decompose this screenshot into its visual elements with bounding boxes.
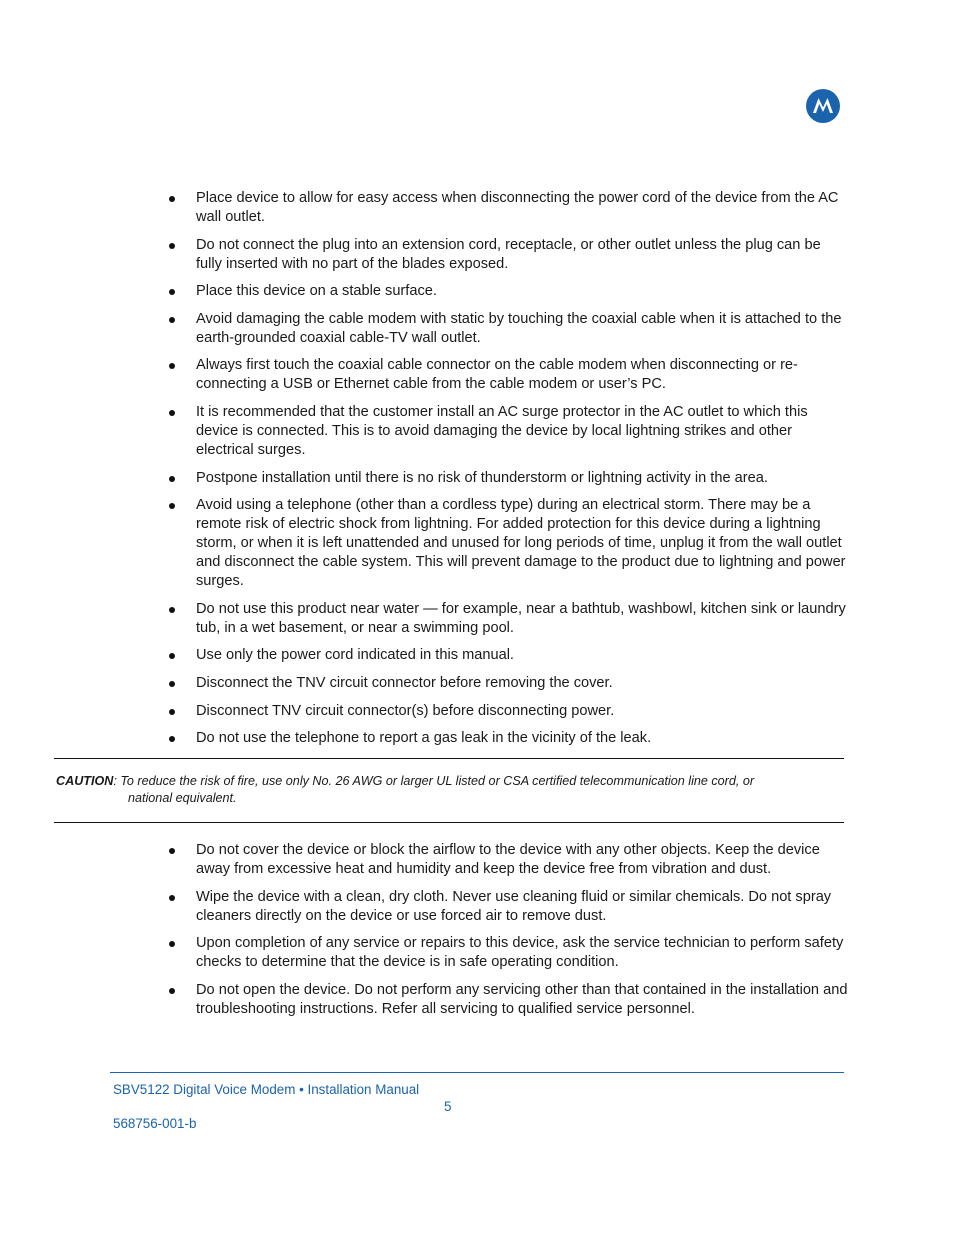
list-item-text: Do not use this product near water — for example, near a bathtub, washbowl, kitchen sink or laundry tub, in a wet basement, or near a swimming pool. — [196, 600, 846, 636]
caution-note — [56, 773, 846, 807]
footer-title: SBV5122 Digital Voice Modem • Installation Manual — [113, 1082, 420, 1097]
list-item-text: Avoid using a telephone (other than a cordless type) during an electrical storm. There may be a remote risk of electric shock from lightning. For added protection for this device during a lightning storm, or when it is left unattended and unused for long periods of time, unplug it from the wall outlet and disconnect the cable system. This will prevent damage to the product due to lightning and power surges. — [196, 497, 846, 590]
list-item-text: Disconnect TNV circuit connector(s) before disconnecting power. — [196, 702, 615, 719]
bullet-icon — [169, 363, 175, 369]
list-item — [166, 189, 850, 227]
list-item — [166, 934, 850, 972]
caution-bottom-rule — [54, 822, 844, 823]
safety-list-top — [166, 189, 850, 757]
bullet-icon — [169, 243, 175, 249]
list-item — [166, 496, 850, 591]
list-item — [166, 469, 850, 488]
caution-text: : To reduce the risk of fire, use only No. 26 AWG or larger UL listed or CSA certified telecommunication line cord, or — [113, 774, 755, 788]
list-item-text: Always first touch the coaxial cable connector on the cable modem when disconnecting or re-connecting a USB or Ethernet cable from the cable modem or user’s PC. — [196, 357, 798, 393]
list-item — [166, 674, 850, 693]
bullet-icon — [169, 410, 175, 416]
bullet-icon — [169, 709, 175, 715]
bullet-icon — [169, 317, 175, 323]
bullet-icon — [169, 289, 175, 295]
list-item — [166, 729, 850, 748]
bullet-icon — [169, 196, 175, 202]
list-item — [166, 646, 850, 665]
list-item — [166, 356, 850, 394]
list-item-text: Upon completion of any service or repairs to this device, ask the service technician to perform safety checks to determine that the device is in safe operating condition. — [196, 935, 844, 971]
bullet-icon — [169, 941, 175, 947]
list-item — [166, 236, 850, 274]
list-item-text: Do not connect the plug into an extension cord, receptacle, or other outlet unless the plug can be fully inserted with no part of the blades exposed. — [196, 236, 821, 272]
list-item — [166, 282, 850, 301]
motorola-logo — [806, 89, 840, 123]
list-item-text: Postpone installation until there is no risk of thunderstorm or lightning activity in the area. — [196, 469, 768, 486]
list-item — [166, 310, 850, 348]
bullet-icon — [169, 607, 175, 613]
caution-top-rule — [54, 758, 844, 759]
bullet-icon — [169, 503, 175, 509]
list-item-text: Do not use the telephone to report a gas leak in the vicinity of the leak. — [196, 730, 652, 747]
list-item-text: Wipe the device with a clean, dry cloth. Never use cleaning fluid or similar chemicals. Do not spray cleaners directly on the device or use forced air to remove dust. — [196, 888, 832, 924]
bullet-icon — [169, 736, 175, 742]
list-item-text: Do not open the device. Do not perform any servicing other than that contained in the installation and troubleshooting instructions. Refer all servicing to qualified service personnel. — [196, 981, 848, 1017]
list-item-text: Avoid damaging the cable modem with static by touching the coaxial cable when it is attached to the earth-grounded coaxial cable-TV wall outlet. — [196, 310, 842, 346]
list-item-text: Do not cover the device or block the airflow to the device with any other objects. Keep the device away from excessive heat and humidity and keep the device free from vibration and dust. — [196, 842, 820, 877]
footer-rule — [110, 1072, 844, 1073]
list-item — [166, 600, 850, 638]
list-item-text: Disconnect the TNV circuit connector before removing the cover. — [196, 674, 613, 691]
page-number: 5 — [444, 1099, 452, 1114]
list-item — [166, 702, 850, 721]
caution-label: CAUTION — [56, 774, 114, 788]
caution-continuation: national equivalent. — [128, 791, 237, 805]
list-item-text: Use only the power cord indicated in this manual. — [196, 647, 514, 664]
list-item — [166, 981, 850, 1019]
safety-list-bottom — [166, 841, 850, 1027]
list-item — [166, 841, 850, 879]
bullet-icon — [169, 653, 175, 659]
list-item-text: Place this device on a stable surface. — [196, 283, 437, 300]
bullet-icon — [169, 681, 175, 687]
bullet-icon — [169, 895, 175, 901]
list-item — [166, 888, 850, 926]
bullet-icon — [169, 476, 175, 482]
bullet-icon — [169, 848, 175, 854]
list-item — [166, 403, 850, 460]
list-item-text: It is recommended that the customer install an AC surge protector in the AC outlet to which this device is connected. This is to avoid damaging the device by local lightning strikes and other electrical surges. — [196, 403, 808, 458]
doc-number: 568756-001-b — [113, 1116, 197, 1131]
list-item-text: Place device to allow for easy access when disconnecting the power cord of the device from the AC wall outlet. — [196, 190, 839, 225]
bullet-icon — [169, 988, 175, 994]
